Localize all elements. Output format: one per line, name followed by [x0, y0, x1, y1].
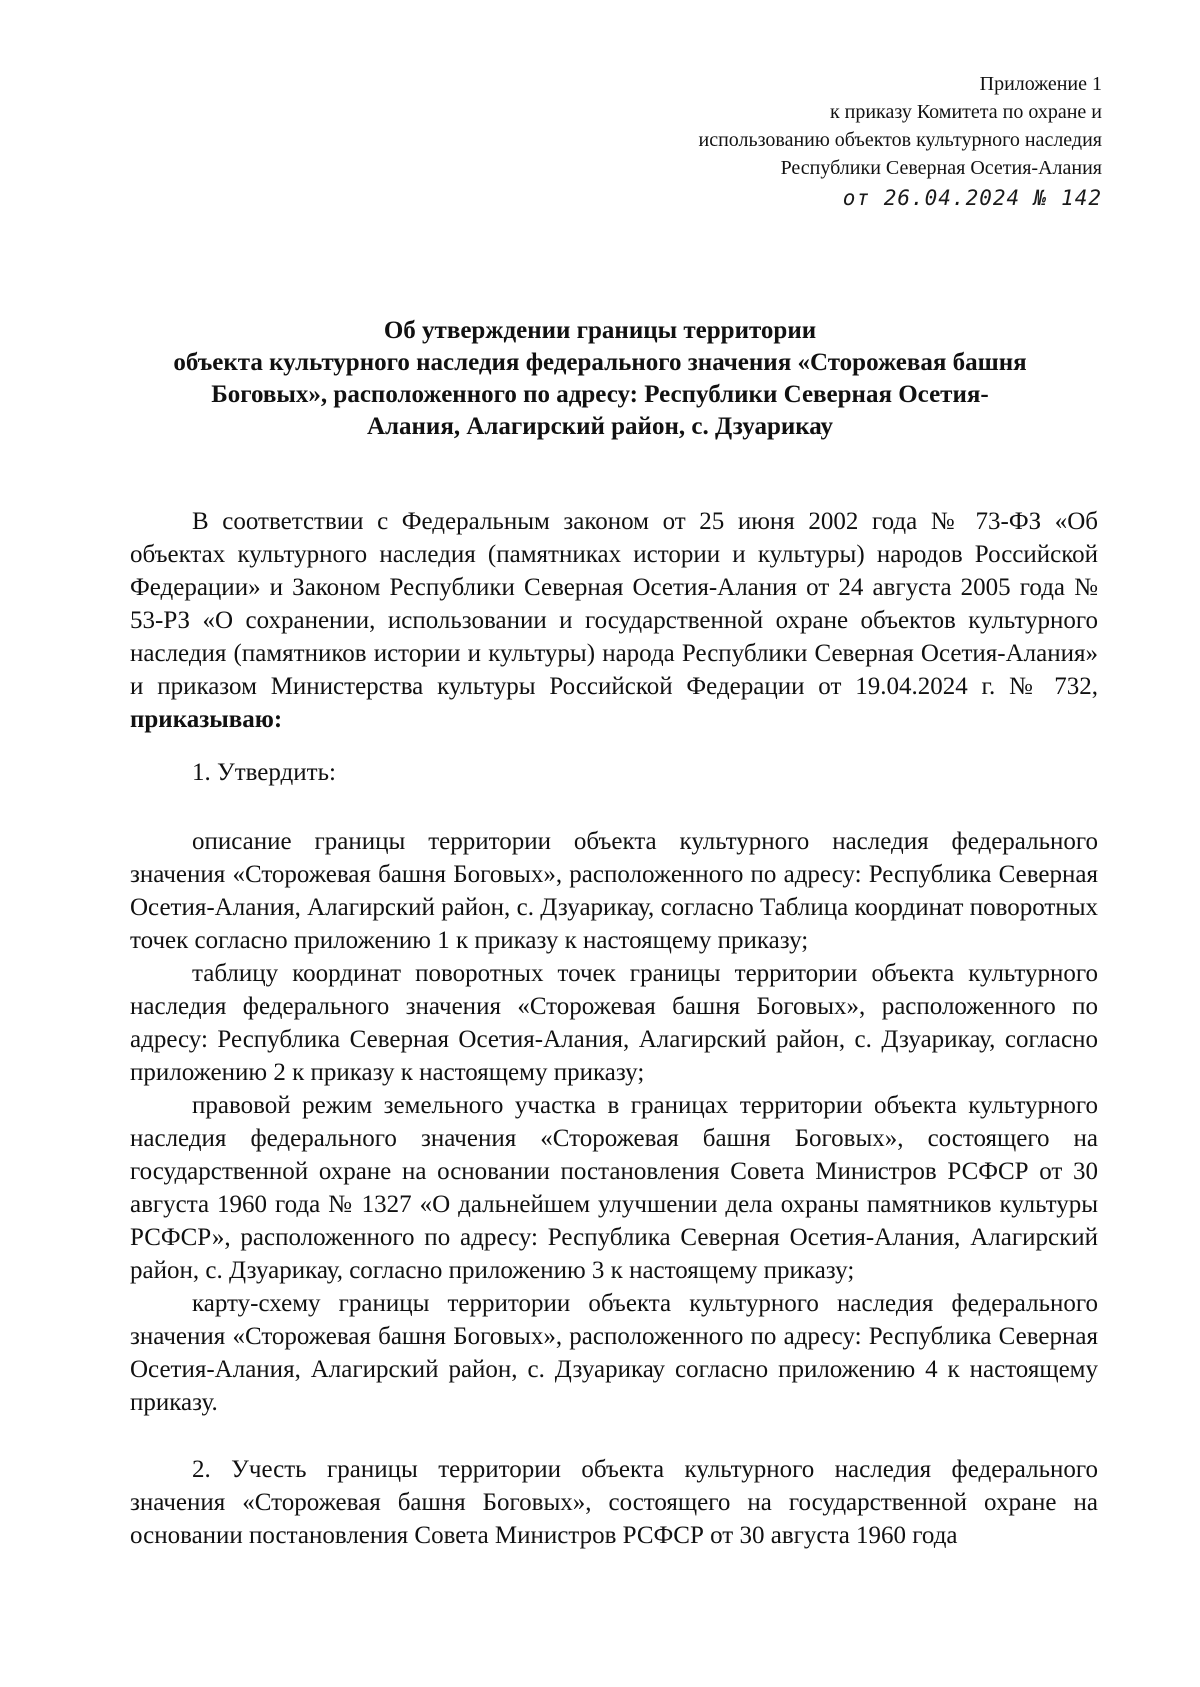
preamble-text: В соответствии с Федеральным законом от 25 июня 2002 года № 73-ФЗ «Об объектах культурного наследия (памятниках истории и культуры) народов Российской Федерации» и Законом Республики Северная Осетия-Алания от 24 августа 2005 года № 53-РЗ «О сохранении, использовании и государственной охране объектов культурного наследия (памятников истории и культуры) народа Республики Северная Осетия-Алания» и приказом Министерства культуры Российской Федерации от 19.04.2024 г. № 732, — [130, 508, 1098, 700]
title-line-2: объекта культурного наследия федерального значения «Сторожевая башня — [173, 349, 1027, 376]
title-line-1: Об утверждении границы территории — [383, 317, 817, 344]
document-title — [100, 315, 1100, 443]
annex-order-line: к приказу Комитета по охране и — [829, 101, 1102, 123]
item-1d-paragraph: карту-схему границы территории объекта культурного наследия федерального значения «Сторожевая башня Боговых», расположенного по адресу: Республика Северная Осетия-Алания, Алагирский район, с. Дзуарикау согласно приложению 4 к настоящему приказу. — [130, 1290, 1098, 1416]
item-2-paragraph: 2. Учесть границы территории объекта культурного наследия федерального значения «Сторожевая башня Боговых», состоящего на государственной охране на основании постановления Совета Министров РСФСР от 30 августа 1960 года — [130, 1456, 1098, 1549]
document-body — [130, 505, 1098, 1552]
title-line-4: Алания, Алагирский район, с. Дзуарикау — [366, 413, 834, 440]
item-1a-paragraph: описание границы территории объекта культурного наследия федерального значения «Сторожевая башня Боговых», расположенного по адресу: Республика Северная Осетия-Алания, Алагирский район, с. Дзуарикау, согласно Таблица координат поворотных точек согласно приложению 1 к приказу к настоящему приказу; — [130, 828, 1098, 954]
order-keyword: приказываю: — [130, 706, 283, 733]
item-1b-paragraph: таблицу координат поворотных точек границы территории объекта культурного наследия федерального значения «Сторожевая башня Боговых», расположенного по адресу: Республика Северная Осетия-Алания, Алагирский район, с. Дзуарикау, согласно приложению 2 к приказу к настоящему приказу; — [130, 960, 1098, 1086]
annex-label: Приложение 1 — [979, 73, 1102, 95]
annex-committee-line: использованию объектов культурного наследия — [698, 129, 1102, 151]
annex-header — [582, 70, 1102, 212]
annex-republic-line: Республики Северная Осетия-Алания — [780, 157, 1102, 179]
item-1c-paragraph: правовой режим земельного участка в границах территории объекта культурного наследия федерального значения «Сторожевая башня Боговых», состоящего на государственной охране на основании постановления Совета Министров РСФСР от 30 августа 1960 года № 1327 «О дальнейшем улучшении дела охраны памятников культуры РСФСР», расположенного по адресу: Республика Северная Осетия-Алания, Алагирский район, с. Дзуарикау, согласно приложению 3 к настоящему приказу; — [130, 1092, 1098, 1284]
title-line-3: Боговых», расположенного по адресу: Республики Северная Осетия- — [211, 381, 989, 408]
handwritten-date-number: от 26.04.2024 № 142 — [842, 186, 1102, 210]
item-1-heading: 1. Утвердить: — [192, 759, 336, 786]
preamble-paragraph — [130, 505, 1098, 736]
